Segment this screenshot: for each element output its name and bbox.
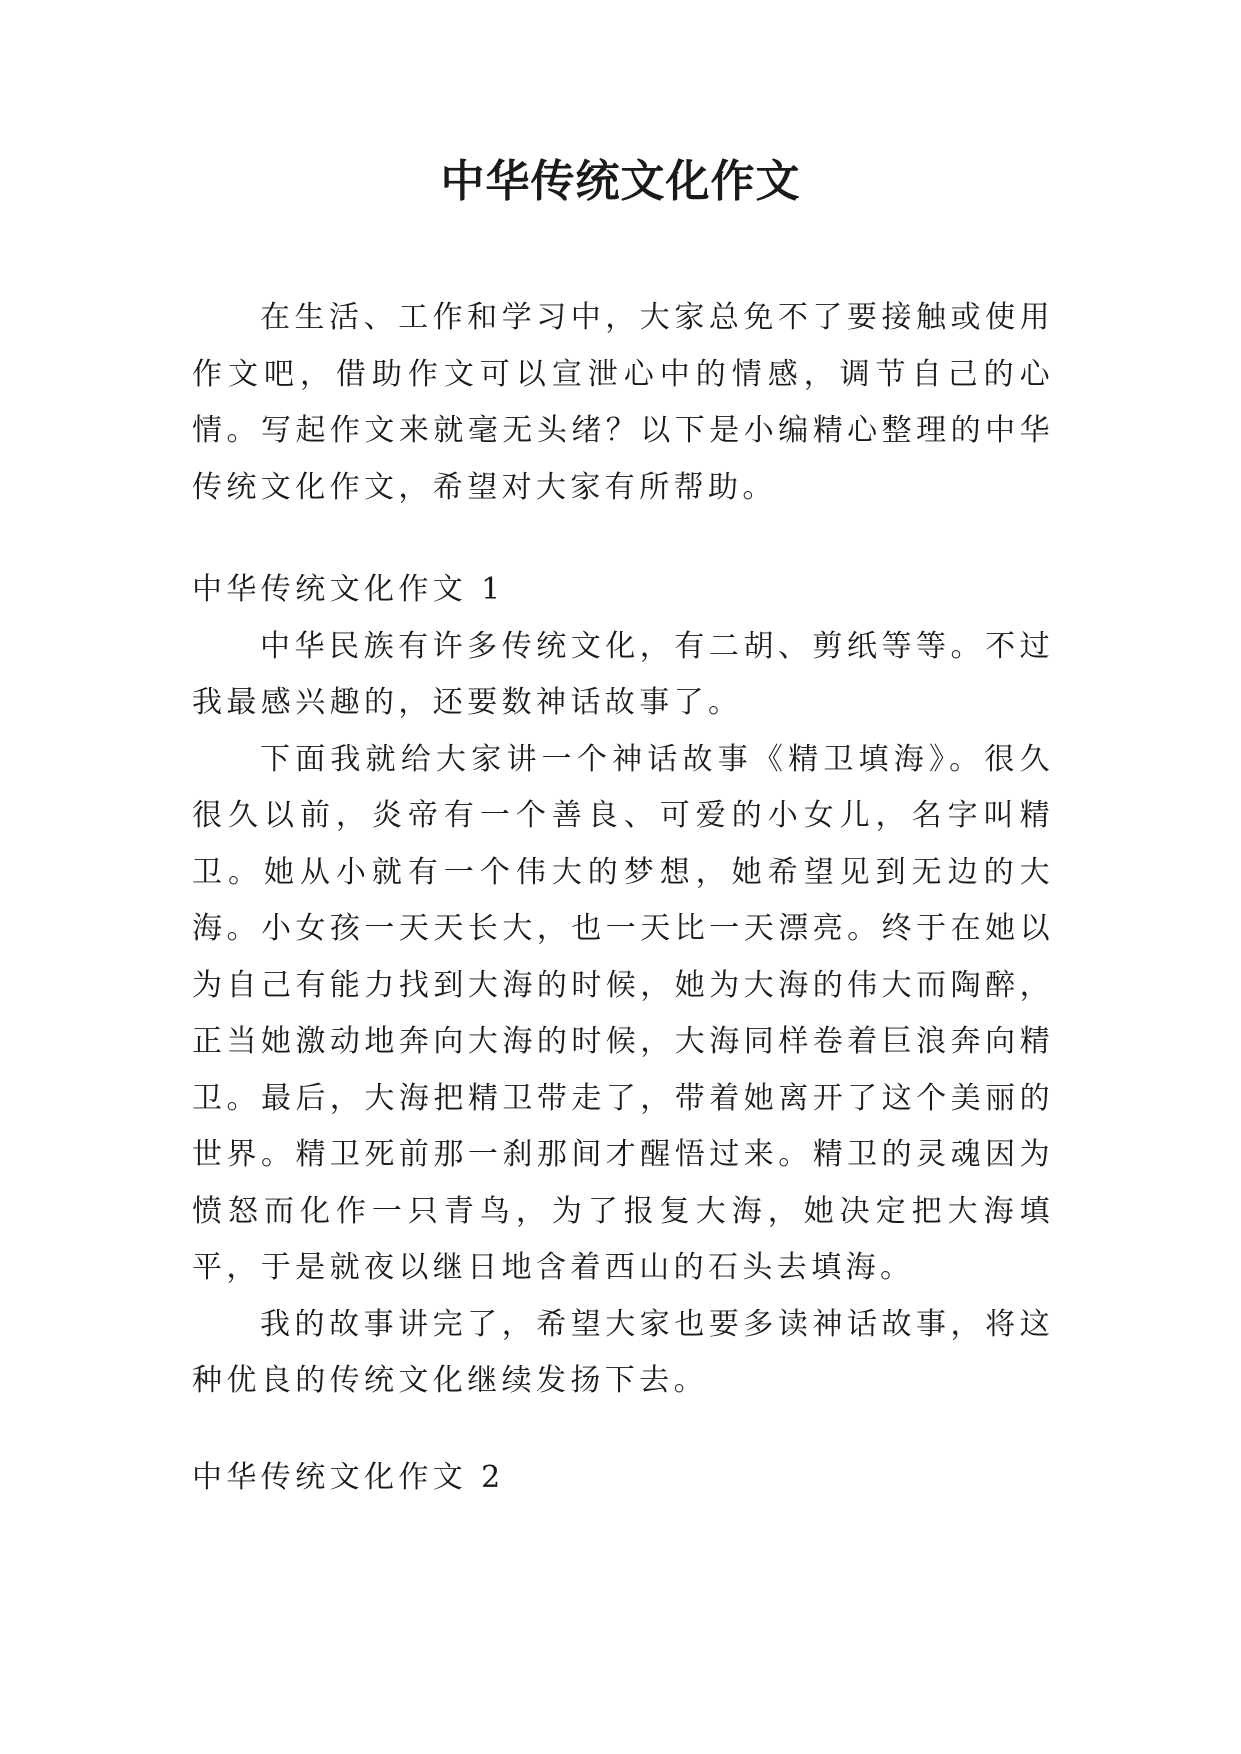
essay-2-heading: 中华传统文化作文 2	[192, 1459, 505, 1495]
essay-1-paragraph-3: 我的故事讲完了，希望大家也要多读神话故事，将这种优良的传统文化继续发扬下去。	[192, 1306, 1054, 1398]
essay-1-heading: 中华传统文化作文 1	[192, 572, 505, 607]
document-title: 中华传统文化作文	[440, 156, 801, 207]
document-body	[192, 290, 1054, 1506]
essay-1-paragraph-1: 中华民族有许多传统文化，有二胡、剪纸等等。不过我最感兴趣的，还要数神话故事了。	[192, 628, 1054, 720]
essay-1-paragraph-2: 下面我就给大家讲一个神话故事《精卫填海》。很久很久以前，炎帝有一个善良、可爱的小女儿，名字叫精卫。她从小就有一个伟大的梦想，她希望见到无边的大海。小女孩一天天长大，也一天比一天漂亮。终于在她以为自己有能力找到大海的时候，她为大海的伟大而陶醉，正当她激动地奔向大海的时候，大海同样卷着巨浪奔向精卫。最后，大海把精卫带走了，带着她离开了这个美丽的世界。精卫死前那一刹那间才醒悟过来。精卫的灵魂因为愤怒而化作一只青鸟，为了报复大海，她决定把大海填平，于是就夜以继日地含着西山的石头去填海。	[192, 741, 1054, 1285]
intro-paragraph: 在生活、工作和学习中，大家总免不了要接触或使用作文吧，借助作文可以宣泄心中的情感，调节自己的心情。写起作文来就毫无头绪？以下是小编精心整理的中华传统文化作文，希望对大家有所帮助。	[192, 300, 1054, 505]
